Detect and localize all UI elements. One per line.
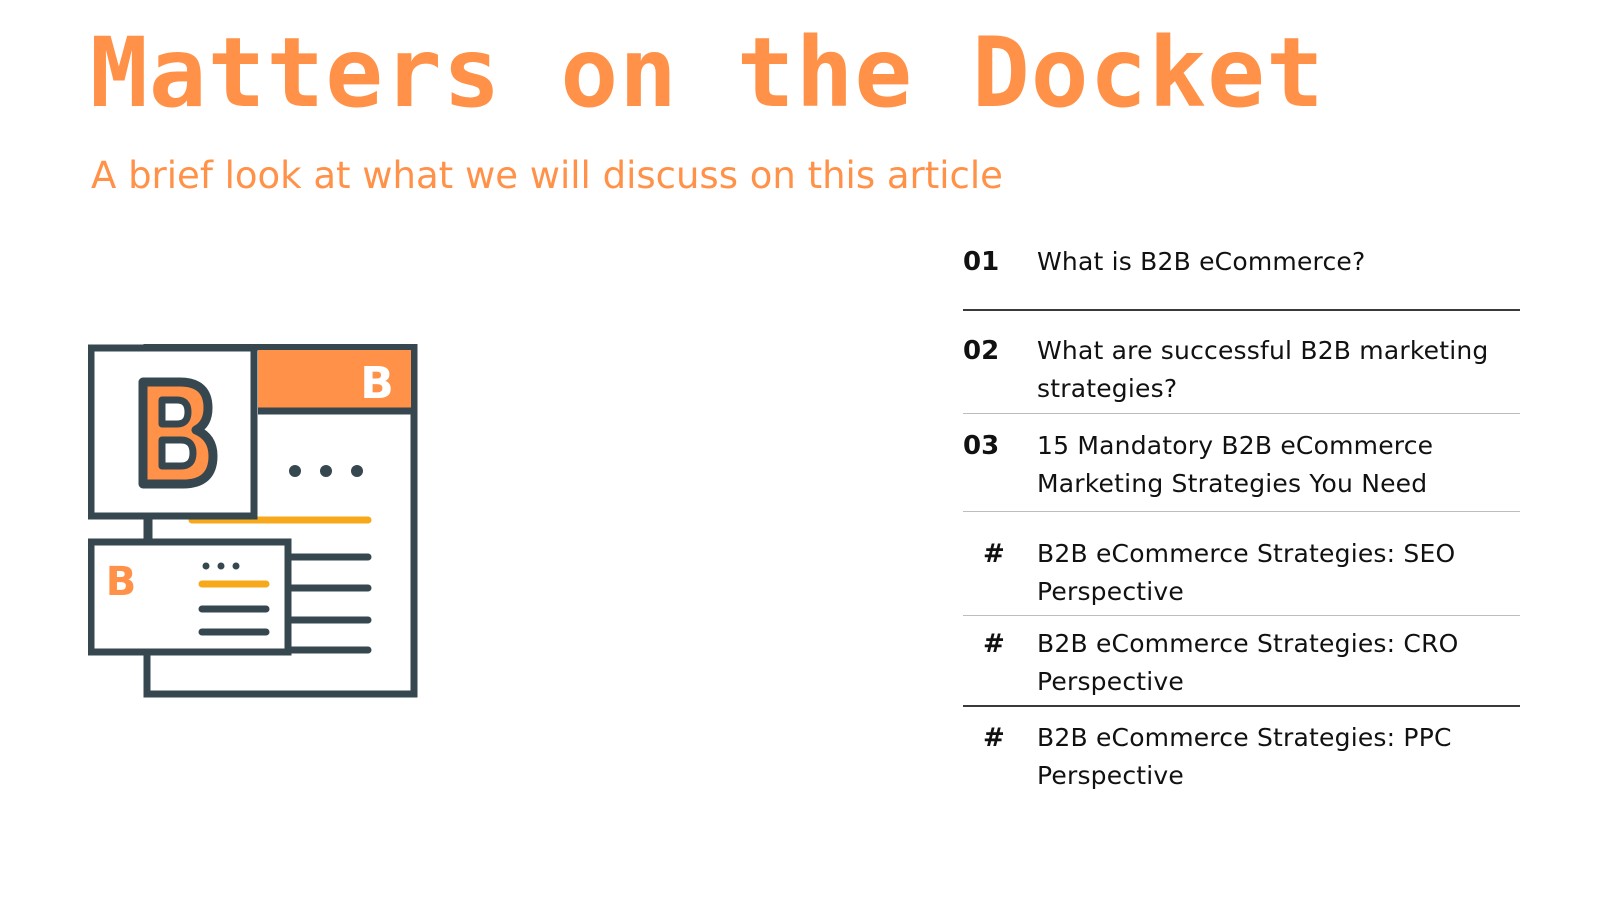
toc-divider — [963, 413, 1520, 414]
toc-label: B2B eCommerce Strategies: PPC Perspective — [1037, 723, 1452, 790]
toc-divider — [963, 309, 1520, 311]
dot-2 — [320, 465, 332, 477]
toc-label: What is B2B eCommerce? — [1037, 247, 1366, 276]
toc-number: 02 — [963, 336, 1000, 366]
toc-number: # — [983, 629, 1005, 659]
toc-divider — [963, 511, 1520, 512]
toc-divider — [963, 615, 1520, 616]
card-letter: B — [105, 559, 137, 605]
page-title: Matters on the Docket — [90, 17, 1325, 129]
toc-label: B2B eCommerce Strategies: CRO Perspective — [1037, 629, 1459, 696]
toc-number: 03 — [963, 431, 1000, 461]
dot-3 — [351, 465, 363, 477]
toc-number: # — [983, 539, 1005, 569]
page-subtitle: A brief look at what we will discuss on this article — [91, 154, 1003, 197]
dot-1 — [289, 465, 301, 477]
toc-number: # — [983, 723, 1005, 753]
toc-divider — [963, 705, 1520, 707]
toc-label: 15 Mandatory B2B eCommerce Marketing Strategies You Need — [1037, 431, 1434, 498]
tab-letter: B — [360, 358, 394, 409]
toc-number: 01 — [963, 247, 1000, 277]
toc-label: B2B eCommerce Strategies: SEO Perspective — [1037, 539, 1456, 606]
toc-label: What are successful B2B marketing strategies? — [1037, 336, 1489, 403]
b2b-document-icon — [88, 344, 418, 700]
